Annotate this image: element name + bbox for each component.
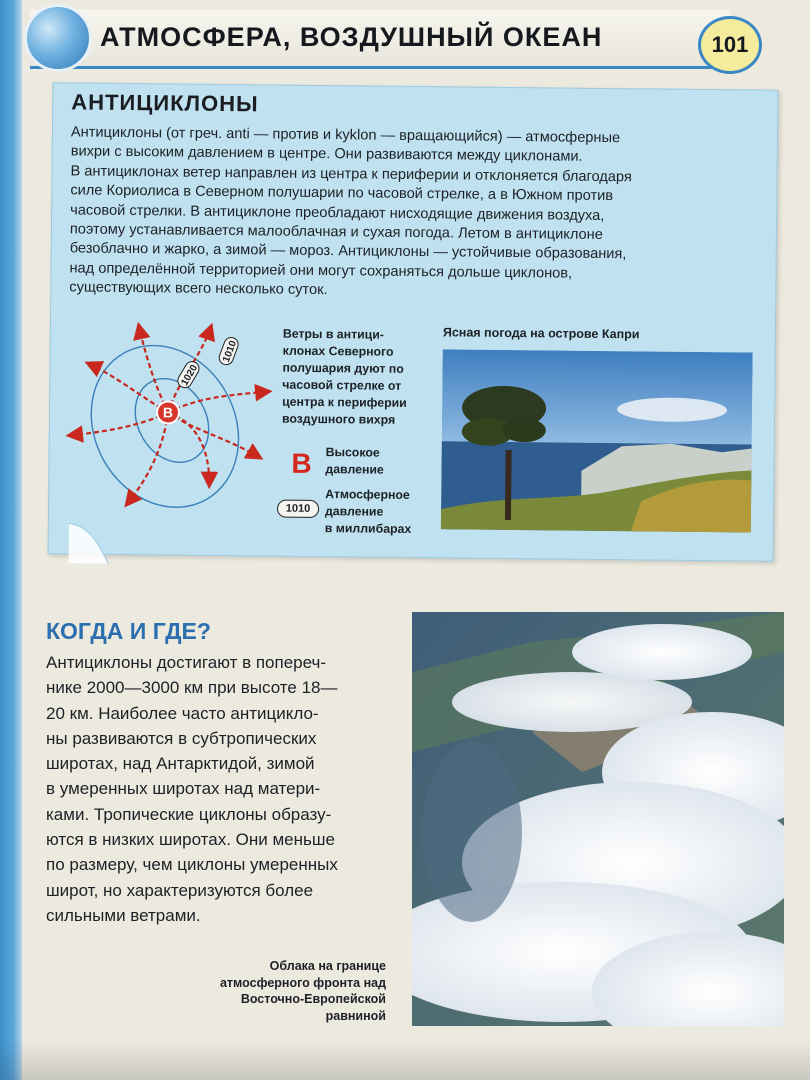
text-line: существующих всего несколько суток. <box>69 279 328 299</box>
text-line: вихри с высоким давлением в центре. Они развиваются между циклонами. <box>70 143 583 166</box>
clouds-photo <box>412 612 784 1026</box>
text-line: поэтому устанавливается малооблачная и сухая погода. Летом в антициклоне <box>69 221 603 244</box>
caption-line: полушария дуют по <box>282 360 404 376</box>
isobar-inner-label: 1020 <box>179 363 201 388</box>
caption-line: Восточно-Европейской <box>240 992 386 1006</box>
page-curl-decoration <box>68 503 149 564</box>
text-line: по размеру, чем циклоны умеренных <box>46 855 338 875</box>
caption-line: Ветры в антици- <box>282 326 385 342</box>
text-line: нике 2000—3000 км при высоте 18— <box>46 678 338 698</box>
text-line: Антициклоны (от греч. anti — против и kyklon — вращающийся) — атмосферные <box>70 124 621 147</box>
text-line: ются в низких широтах. Они меньше <box>46 830 335 850</box>
text-line: ками. Тропические циклоны образу- <box>46 804 332 824</box>
text-line: Антициклоны достигают в попереч- <box>46 653 327 672</box>
capri-photo-caption: Ясная погода на острове Капри <box>442 325 640 342</box>
text-line: над определённой территорией они могут сохраняться дольше циклонов, <box>69 260 573 282</box>
legend-isobar-label <box>325 486 436 538</box>
chapter-title: АТМОСФЕРА, ВОЗДУШНЫЙ ОКЕАН <box>100 22 603 52</box>
legend-line: давление <box>324 504 384 519</box>
anticyclones-heading: АНТИЦИКЛОНЫ <box>71 89 259 117</box>
text-line: широтах, над Антарктидой, зимой <box>46 754 315 774</box>
page-number: 101 <box>698 16 762 74</box>
text-line: в умеренных широтах над матери- <box>46 779 321 799</box>
text-line: часовой стрелки. В антициклоне преобладают нисходящие движения воздуха, <box>70 202 605 224</box>
clouds-photo-caption <box>196 958 386 1024</box>
legend-line: Атмосферное <box>325 487 410 502</box>
anticyclones-text <box>69 123 761 305</box>
legend-isobar-badge: 1010 <box>277 500 319 518</box>
caption-line: равниной <box>325 1008 386 1023</box>
isobar-outer-label: 1010 <box>221 339 240 364</box>
globe-icon <box>24 4 92 72</box>
when-where-title: КОГДА И ГДЕ? <box>46 618 211 644</box>
legend-high-pressure-label <box>325 444 425 479</box>
legend-line: давление <box>325 462 384 477</box>
caption-line: атмосферного фронта над <box>219 975 386 990</box>
page-bottom-shadow <box>0 1040 810 1080</box>
legend-line: в миллибарах <box>324 521 412 536</box>
capri-photo <box>441 349 753 532</box>
text-line: силе Кориолиса в Северном полушарии по часовой стрелке, а в Южном против <box>70 182 614 205</box>
page-spine-edge <box>0 0 22 1080</box>
text-line: сильными ветрами. <box>46 905 201 925</box>
caption-line: Облака на границе <box>269 959 386 973</box>
caption-line: воздушного вихря <box>281 411 396 427</box>
high-pressure-center-letter: B <box>162 404 174 421</box>
anticyclone-wind-diagram <box>59 315 281 517</box>
caption-line: центра к периферии <box>282 394 407 410</box>
legend-line: Высокое <box>325 445 380 460</box>
legend-high-pressure-letter: B <box>291 447 312 479</box>
text-line: широт, но характеризуются более <box>46 880 314 900</box>
caption-line: клонах Северного <box>282 343 394 359</box>
diagram-caption <box>282 326 433 430</box>
when-where-text <box>46 650 386 928</box>
text-line: безоблачно и жарко, а зимой — мороз. Антициклоны — устойчивые образования, <box>69 240 627 263</box>
caption-line: часовой стрелке от <box>282 377 402 393</box>
text-line: ны развиваются в субтропических <box>46 728 317 748</box>
text-line: В антициклонах ветер направлен из центра к периферии и отклоняется благодаря <box>70 163 632 186</box>
text-line: 20 км. Наиболее часто антицикло- <box>46 703 319 723</box>
anticyclones-info-box <box>48 82 779 562</box>
